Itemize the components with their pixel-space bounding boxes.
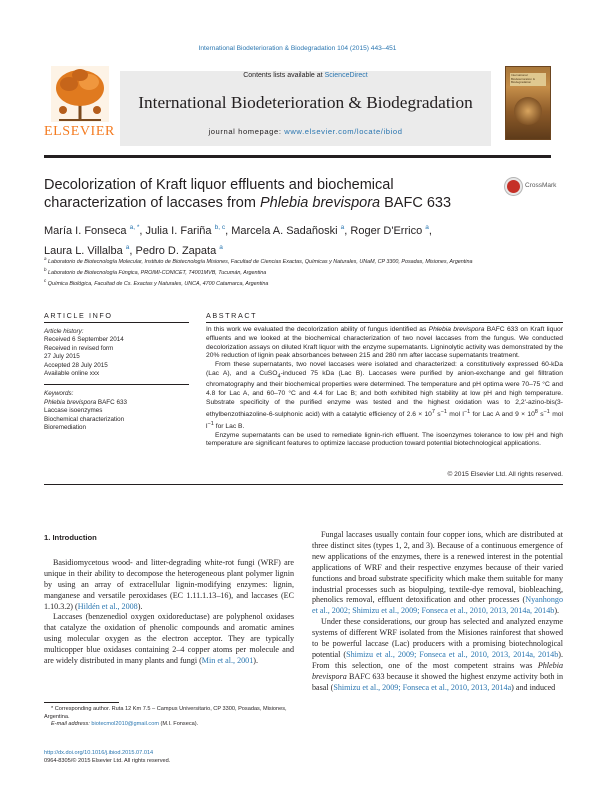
keyword-item: Bioremediation [44, 424, 87, 432]
journal-cover-thumbnail[interactable] [505, 66, 551, 140]
citation-link[interactable]: Nyanhongo et al., 2002; Shimizu et al., 2009; Fonseca et al., 2010, 2013, 2014a, 2014b [312, 595, 563, 616]
affiliation-item [44, 255, 544, 266]
title-line-1: Decolorization of Kraft liquor effluents and biochemical [44, 177, 394, 193]
abstract-paragraph: Enzyme supernatants can be used to remediate lignin-rich effluent. The isoenzymes tolerance to low pH and high temperature are significant features to optimize laccase production toward potential biotechnological applications. [206, 431, 563, 448]
history-item: Received in revised form [44, 344, 114, 352]
citation-link[interactable]: Shimizu et al., 2009; Fonseca et al., 2010, 2013, 2014a, 2014b [346, 649, 559, 659]
header-divider [44, 155, 551, 158]
body-text: Laccases (benzenediol oxygen oxidoreductase) are polyphenol oxidases that catalyze the oxidation of phenolic compounds and aromatic amines using molecular oxygen as the electron acceptor. They are typically multicopper blue oxidases containing 2–4 copper atoms per molecule and are widely distributed in many plants and fungi ( [44, 612, 294, 666]
abstract-heading: ABSTRACT [206, 311, 258, 320]
keyword-item: Laccase isoenzymes [44, 407, 103, 415]
doi-link[interactable]: http://dx.doi.org/10.1016/j.ibiod.2015.07.014 [44, 750, 154, 756]
crossmark-badge[interactable] [505, 178, 567, 196]
author-separator: , [225, 225, 232, 237]
author-separator: , [129, 244, 136, 257]
email-label: E-mail address: [51, 721, 92, 727]
sciencedirect-link[interactable]: ScienceDirect [324, 72, 368, 79]
crossmark-icon [505, 178, 522, 195]
affiliation-key: c [44, 277, 47, 283]
cover-title: International Biodeterioration & Biodegradation [511, 73, 535, 85]
contents-prefix: Contents lists available at [243, 72, 325, 79]
footnote-line [44, 721, 296, 729]
author-list [44, 220, 544, 259]
author-name[interactable]: Roger D'Errico [350, 225, 423, 237]
author-affiliation-marker[interactable]: b, c [214, 224, 226, 231]
abstract-text: In this work we evaluated the decolorization ability of fungus identified as [206, 326, 429, 333]
article-info-heading: ARTICLE INFO [44, 311, 113, 320]
abstract-end-rule [44, 484, 563, 485]
author-affiliation-marker[interactable]: a [340, 224, 345, 231]
body-text: ). [137, 601, 143, 611]
homepage-link[interactable]: www.elsevier.com/locate/ibiod [284, 127, 403, 136]
history-item: Received 6 September 2014 [44, 336, 124, 344]
citation-link[interactable]: Shimizu et al., 2009; Fonseca et al., 2010, 2013, 2014a [333, 682, 512, 692]
keyword-item [44, 399, 189, 407]
superscript: −1 [463, 408, 471, 415]
cover-image [514, 97, 542, 125]
abstract-species: Phlebia brevispora [428, 326, 485, 333]
body-text: Under these considerations, our group has selected and analyzed enzyme systems of different WRF isolated from the Misiones rainforest that showed to be powerful laccase (Lac) producers with a promising biotechnological potential ( [312, 617, 563, 659]
author-separator: , [139, 225, 146, 237]
elsevier-tree-icon [51, 66, 109, 122]
keywords-rule [44, 384, 189, 385]
author-name[interactable]: Pedro D. Zapata [135, 244, 217, 257]
body-text: ). From this selection, one of the most competent strains was [312, 649, 563, 670]
body-text: Basidiomycetous wood- and litter-degrading white-rot fungi (WRF) are unique in their ability to decompose the heterogeneous plant polymer lignin by using an array of extracellular lignin-modifying enzymes: lignin, manganese and versatile peroxidases (EC 1.11.1.13–16), and laccases (EC 1.10.3.2) ( [44, 557, 294, 611]
article-title [44, 176, 464, 212]
author-separator: , [428, 225, 432, 237]
author-name[interactable]: Julia I. Fariña [145, 225, 212, 237]
body-text: Fungal laccases usually contain four copper ions, which are distributed at three distinct sites (types 1, 2, and 3). Because of a continuous emergence of new applications of the enzymes, there is a renewed interest in the potential applications of WRF and their respective enzymes because of their varied functions and broad substrate specificity which make them suitable for many industrial processes such as biopulping, textile-dye removal, biobleaching, phenolics removal, effluent detoxification and other processes ( [312, 530, 563, 605]
author-affiliation-marker[interactable]: a [425, 224, 429, 231]
abstract-text: for Lac B. [213, 422, 245, 430]
affiliation-item [44, 266, 544, 277]
affiliation-text: Química Biológica, Facultad de Cs. Exactas y Naturales, UNCA, 4700 Catamarca, Argentina [47, 280, 269, 287]
body-text: BAFC 633 because it showed the highest enzyme activity both in basal ( [312, 671, 563, 692]
superscript: −1 [543, 408, 550, 415]
abstract-text: s [537, 410, 544, 418]
author-name[interactable]: María I. Fonseca [44, 225, 127, 237]
superscript: 7 [431, 408, 435, 415]
author-affiliation-marker[interactable]: a, * [129, 224, 140, 231]
abstract-paragraph [206, 361, 563, 431]
subscript: 4 [277, 373, 281, 380]
corresponding-author-footnote [44, 706, 296, 729]
superscript: −1 [207, 420, 214, 427]
body-paragraph [312, 617, 563, 693]
body-paragraph [44, 612, 294, 667]
affiliation-key: b [44, 266, 47, 272]
history-item: 27 July 2015 [44, 353, 80, 361]
body-text: ). [554, 606, 560, 616]
keyword-strain: BAFC 633 [96, 398, 127, 406]
body-paragraph [312, 530, 563, 617]
elsevier-wordmark: ELSEVIER [44, 124, 115, 139]
author-affiliation-marker[interactable]: a [125, 243, 130, 251]
affiliation-text: Laboratorio de Biotecnología Fúngica, PROIMI-CONICET, T4001MVB, Tucumán, Argentina [48, 269, 267, 276]
article-info-rule [44, 322, 189, 323]
history-item: Accepted 28 July 2015 [44, 361, 108, 369]
abstract-rule [206, 322, 563, 323]
doi-block [44, 749, 344, 765]
body-paragraph [44, 558, 294, 613]
abstract-text: From these supernatants, two novel laccases were isolated and characterized: a constitutively expressed 60-kDa (Lac A), and a CuSO [206, 361, 563, 377]
body-text: ). [253, 656, 258, 666]
footnote-text: Corresponding author. Ruta 12 Km 7.5 – Campus Universitario, CP 3300, Posadas, Misiones, Argentina. [44, 706, 287, 720]
keywords-label: Keywords: [44, 390, 74, 398]
keyword-species: Phlebia brevispora [44, 398, 97, 406]
body-column-left [44, 533, 294, 667]
article-info-panel [44, 328, 189, 432]
footnote-rule [44, 702, 119, 703]
affiliation-key: a [44, 256, 47, 261]
superscript: 8 [534, 408, 538, 415]
author-separator: , [344, 225, 351, 237]
citation-link[interactable]: Min et al., 2001 [201, 656, 254, 666]
keyword-item: Biochemical characterization [44, 415, 125, 423]
abstract-text: -induced 75 kDa (Lac B). Laccases were purified by anion-exchange and gel filltration chromatography and their biochemical properties were determined. The temperature and pH optima were 70–75 °C and 4.8 for Lac A, and 60–70 °C and 4.4 for Lac B; and both exhibited high stability at low pH and high temperature. Substrate specificity of the purified enzyme was tested and the highest oxidation was to 2,2′-azino-bis(3-ethylbenzothiazoline-6-sulphonic acid) with a catalytic efficiency of 2.6 × 10 [206, 369, 563, 418]
homepage-prefix: journal homepage: [208, 127, 285, 136]
author-affiliation-marker[interactable]: a [219, 243, 223, 251]
body-text: ) and induced [511, 682, 556, 692]
email-link[interactable]: biotecmol2010@gmail.com [91, 721, 159, 727]
abstract-paragraph [206, 326, 563, 361]
history-label: Article history: [44, 328, 84, 335]
abstract-text: mol l [206, 410, 563, 430]
footnote-line [44, 706, 296, 721]
email-owner: (M.I. Fonseca). [158, 721, 199, 727]
journal-homepage [120, 127, 491, 136]
copyright-notice: © 2015 Elsevier Ltd. All rights reserved. [447, 471, 563, 478]
superscript: −1 [440, 408, 448, 415]
body-species: Phlebia brevispora [312, 660, 563, 681]
journal-reference[interactable]: International Biodeterioration & Biodegradation 104 (2015) 443–451 [198, 45, 397, 52]
abstract-body [206, 326, 563, 449]
citation-link[interactable]: Hildén et al., 2008 [77, 601, 138, 611]
footnote-marker: * [51, 706, 55, 712]
elsevier-logo[interactable] [44, 66, 114, 142]
abstract-text: s [435, 410, 441, 418]
abstract-text: BAFC 633 on Kraft liquor effluents and we looked at the biochemical characterization of two novel laccases from the fungus. We conducted decolorization assays on diluted Kraft liquor with the enzyme supernatants. Ligninolytic activity was demonstrated by the 20% reduction of lignin peak absorbances between 215 and 280 nm after laccase supernatants treatment. [206, 326, 563, 360]
abstract-text: mol l [447, 410, 464, 418]
author-name[interactable]: Marcela A. Sadañoski [231, 225, 338, 237]
body-column-right [312, 530, 563, 694]
affiliation-text: Laboratorio de Biotecnología Molecular, Instituto de Biotecnología Misiones, Facultad de Ciencias Exactas, Químicas y Naturales, UNaM, CP 3300, Posadas, Misiones, Argentina [48, 258, 473, 265]
contents-line [120, 72, 491, 79]
abstract-text: for Lac A and 9 × 10 [470, 410, 535, 418]
section-heading: 1. Introduction [44, 533, 97, 542]
author-name[interactable]: Laura L. Villalba [44, 244, 123, 257]
title-strain: BAFC 633 [380, 195, 452, 211]
affiliation-list [44, 255, 544, 287]
title-line-2: characterization of laccases from [44, 195, 260, 211]
crossmark-label: CrossMark [525, 182, 557, 189]
affiliation-item [44, 277, 544, 288]
title-species: Phlebia brevispora [259, 195, 381, 211]
history-item: Available online xxx [44, 370, 100, 378]
journal-title: International Biodeterioration & Biodegradation [138, 93, 473, 112]
issn-line: 0964-8305/© 2015 Elsevier Ltd. All rights reserved. [44, 758, 171, 764]
